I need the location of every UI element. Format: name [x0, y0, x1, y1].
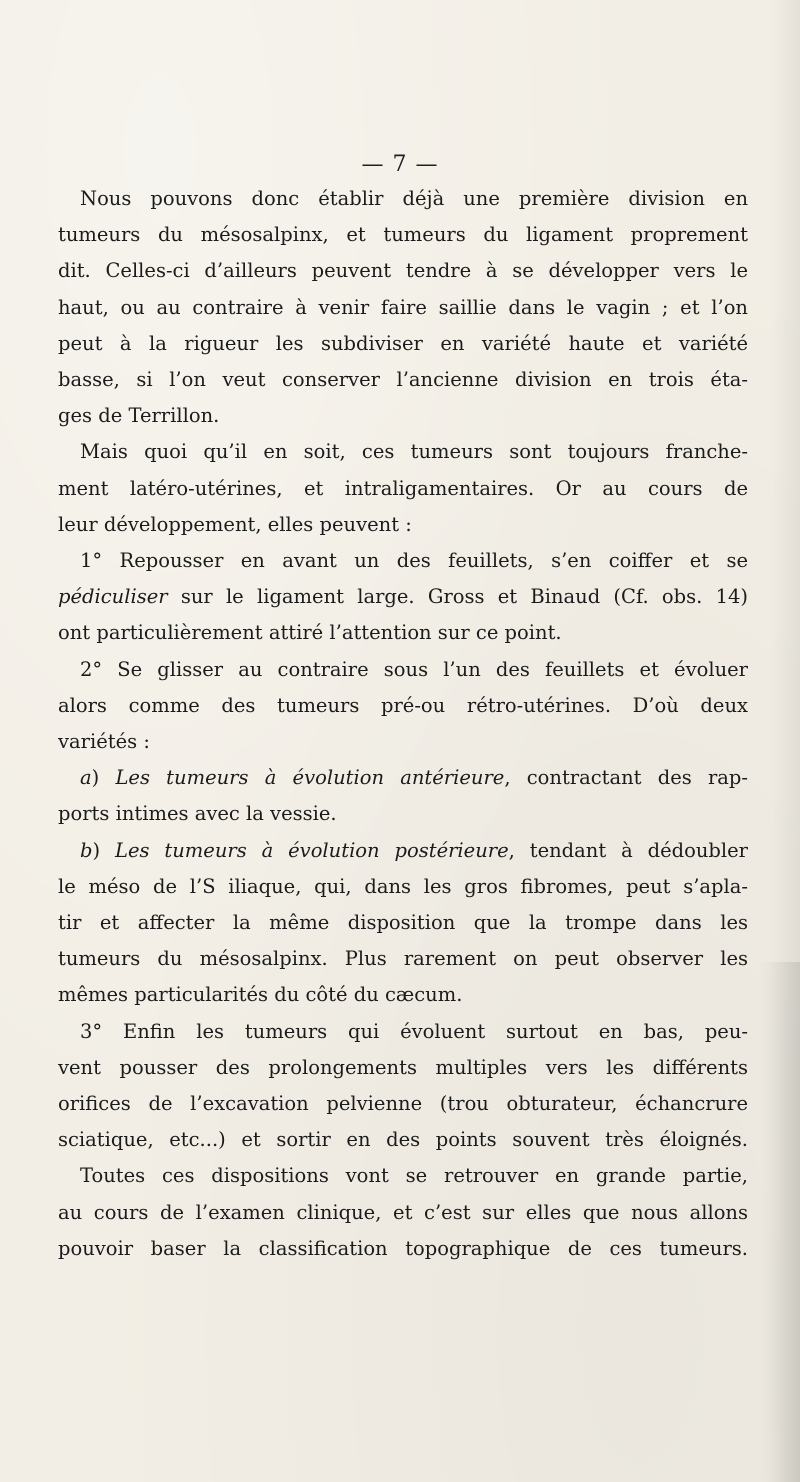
text-segment: , contractant des rap- — [504, 766, 748, 790]
text-line — [58, 1086, 748, 1122]
text-line — [58, 434, 748, 470]
text-segment: ges de Terrillon. — [58, 404, 220, 428]
text-segment: mêmes particularités du côté du cæcum. — [58, 983, 463, 1007]
text-segment: ) — [92, 838, 115, 862]
text-segment: pouvoir baser la classification topographique de ces tumeurs. — [58, 1236, 748, 1260]
text-segment: , tendant à dédoubler — [508, 838, 748, 862]
text-segment: vent pousser des prolongements multiples vers les différents — [58, 1055, 748, 1079]
text-segment: orifices de l’excavation pelvienne (trou obturateur, échancrure — [58, 1092, 748, 1116]
text-line — [58, 471, 748, 507]
page-number: — 7 — — [361, 152, 439, 177]
text-line — [58, 217, 748, 253]
text-line — [58, 1014, 748, 1050]
text-segment: le méso de l’S iliaque, qui, dans les gros fibromes, peut s’apla- — [58, 874, 748, 898]
text-segment: ont particulièrement attiré l’attention sur ce point. — [58, 621, 562, 645]
text-segment: Toutes ces dispositions vont se retrouver en grande partie, — [80, 1164, 748, 1188]
text-segment: alors comme des tumeurs pré-ou rétro-utérines. D’où deux — [58, 693, 748, 717]
text-segment: au cours de l’examen clinique, et c’est sur elles que nous allons — [58, 1200, 748, 1224]
text-line — [58, 326, 748, 362]
text-line — [58, 833, 748, 869]
text-segment: ports intimes avec la vessie. — [58, 802, 337, 826]
italic-text-segment: b — [80, 838, 93, 862]
text-line — [58, 724, 748, 760]
text-segment: dit. Celles-ci d’ailleurs peuvent tendre à se développer vers le — [58, 259, 748, 283]
text-segment: variétés : — [58, 730, 150, 754]
text-segment: tumeurs du mésosalpinx. Plus rarement on peut observer les — [58, 947, 748, 971]
text-line — [58, 1122, 748, 1158]
text-line — [58, 615, 748, 651]
text-segment: 2° Se glisser au contraire sous l’un des feuillets et évoluer — [80, 657, 748, 681]
italic-text-segment: a — [80, 766, 92, 790]
text-line — [58, 362, 748, 398]
text-line — [58, 796, 748, 832]
text-segment: Mais quoi qu’il en soit, ces tumeurs sont toujours franche- — [80, 440, 748, 464]
text-line — [58, 507, 748, 543]
text-line — [58, 579, 748, 615]
text-line — [58, 760, 748, 796]
text-segment: haut, ou au contraire à venir faire saillie dans le vagin ; et l’on — [58, 295, 748, 319]
text-segment: sciatique, etc...) et sortir en des points souvent très éloignés. — [58, 1128, 748, 1152]
text-segment: tumeurs du mésosalpinx, et tumeurs du ligament proprement — [58, 223, 748, 247]
text-segment: basse, si l’on veut conserver l’ancienne division en trois éta- — [58, 368, 748, 392]
text-line — [58, 253, 748, 289]
text-line — [58, 977, 748, 1013]
text-line — [58, 1158, 748, 1194]
text-segment: 1° Repousser en avant un des feuillets, s’en coiffer et se — [80, 549, 748, 573]
binding-shadow — [760, 962, 800, 1482]
text-segment: ) — [91, 766, 116, 790]
text-line — [58, 688, 748, 724]
text-line — [58, 543, 748, 579]
text-segment: leur développement, elles peuvent : — [58, 512, 412, 536]
text-line — [58, 905, 748, 941]
text-line — [58, 181, 748, 217]
body-text — [58, 181, 748, 1267]
text-line — [58, 652, 748, 688]
text-line — [58, 398, 748, 434]
italic-text-segment: Les tumeurs à évolution antérieure — [115, 766, 505, 790]
text-segment: Nous pouvons donc établir déjà une première division en — [80, 187, 748, 210]
text-line — [58, 1231, 748, 1267]
text-segment: ment latéro-utérines, et intraligamentaires. Or au cours de — [58, 476, 748, 500]
text-line — [58, 941, 748, 977]
text-line — [58, 869, 748, 905]
text-line — [58, 1195, 748, 1231]
text-line — [58, 290, 748, 326]
italic-text-segment: Les tumeurs à évolution postérieure — [115, 838, 509, 862]
text-segment: peut à la rigueur les subdiviser en variété haute et variété — [58, 331, 748, 355]
italic-text-segment: pédiculiser — [58, 585, 168, 609]
text-segment: tir et affecter la même disposition que la trompe dans les — [58, 911, 748, 935]
text-segment: 3° Enfin les tumeurs qui évoluent surtout en bas, peu- — [80, 1019, 748, 1043]
text-line — [58, 1050, 748, 1086]
text-segment: sur le ligament large. Gross et Binaud (Cf. obs. 14) — [167, 585, 748, 609]
